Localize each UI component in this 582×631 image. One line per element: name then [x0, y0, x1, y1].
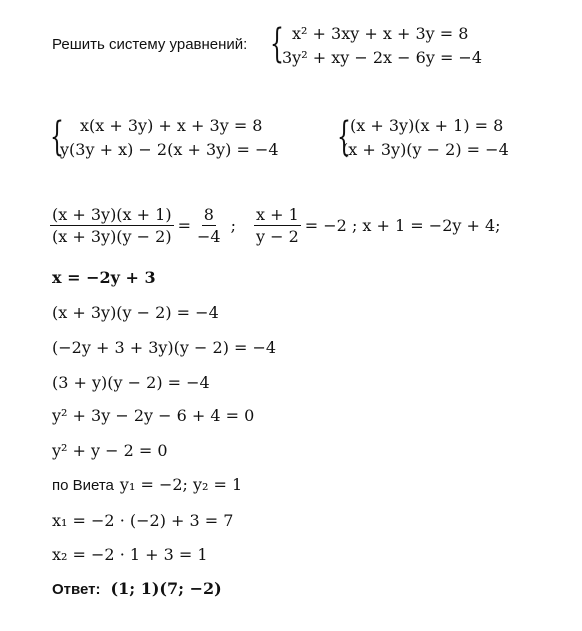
answer-line [52, 579, 222, 598]
grouped-equation-1: x(x + 3y) + x + 3y = 8 [80, 116, 263, 135]
step-substitution: (−2y + 3 + 3y)(y − 2) = −4 [52, 338, 277, 357]
grouped-equation-2: y(3y + x) − 2(x + 3y) = −4 [60, 140, 279, 159]
fraction-reduced-numerator: x + 1 [255, 205, 299, 224]
system-equation-1: x² + 3xy + x + 3y = 8 [292, 24, 469, 43]
task-label: Решить систему уравнений: [52, 36, 248, 53]
step-expanded: y² + 3y − 2y − 6 + 4 = 0 [52, 406, 255, 425]
equals-sign: = [177, 216, 191, 235]
fraction-reduced-denominator: y − 2 [255, 227, 299, 246]
answer-label: Ответ: [52, 581, 101, 598]
system-equation-2: 3y² + xy − 2x − 6y = −4 [282, 48, 483, 67]
separator-semicolon: ; [230, 216, 236, 235]
division-result: = −2 ; x + 1 = −2y + 4; [304, 216, 501, 235]
grouped-system-brace: { [50, 114, 64, 160]
answer-value: (1; 1)(7; −2) [110, 579, 222, 598]
step-simplified: (3 + y)(y − 2) = −4 [52, 373, 210, 392]
fraction-left-denominator: (x + 3y)(y − 2) [52, 227, 172, 246]
fraction-reduced [254, 205, 301, 246]
factored-equation-1: (x + 3y)(x + 1) = 8 [350, 116, 504, 135]
system-brace: { [270, 21, 284, 67]
division-line [50, 205, 501, 246]
factored-equation-2: (x + 3y)(y − 2) = −4 [342, 140, 509, 159]
fraction-constants-denominator: −4 [197, 227, 221, 246]
vieta-line [52, 475, 242, 494]
x1-value: x₁ = −2 · (−2) + 3 = 7 [52, 511, 234, 530]
fraction-constants [195, 205, 223, 246]
fraction-constants-numerator: 8 [203, 205, 214, 224]
fraction-left-numerator: (x + 3y)(x + 1) [52, 205, 172, 224]
step-equation: (x + 3y)(y − 2) = −4 [52, 303, 219, 322]
step-x-expression: x = −2y + 3 [52, 268, 156, 287]
fraction-left [50, 205, 174, 246]
factored-system-brace: { [337, 114, 351, 160]
step-quadratic: y² + y − 2 = 0 [52, 441, 168, 460]
x2-value: x₂ = −2 · 1 + 3 = 1 [52, 545, 208, 564]
vieta-label: по Виета [52, 477, 114, 494]
vieta-roots: y₁ = −2; y₂ = 1 [119, 475, 243, 494]
